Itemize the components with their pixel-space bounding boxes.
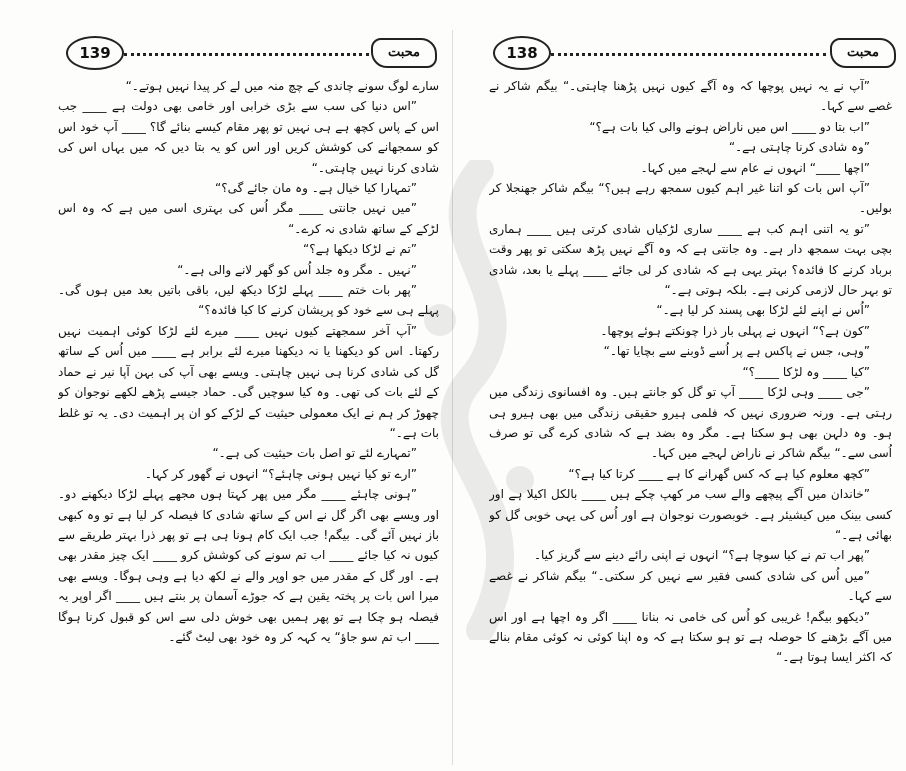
paragraph: ”میں اُس کی شادی کسی فقیر سے نہیں کر سکتی۔“ بیگم شاکر نے غصے سے کہا۔ <box>489 568 892 604</box>
paragraph: ”نہیں ۔ مگر وہ جلد اُس کو گھر لانے والی ہے۔“ <box>177 262 417 277</box>
paragraph: ”وہ شادی کرنا چاہتی ہے۔“ <box>728 140 870 155</box>
paragraph: ”کچھ معلوم کیا ہے کہ کس گھرانے کا ہے ____ کرتا کیا ہے؟“ <box>568 466 870 481</box>
paragraph: ”آپ اس بات کو اتنا غیر اہم کیوں سمجھ رہے ہیں؟“ بیگم شاکر جھنجلا کر بولیں۔ <box>489 181 892 216</box>
paragraph: ”خاندان میں آگے پیچھے والے سب مر کھپ چکے ہیں ____ بالکل اکیلا ہے اور کسی بینک میں کیشیئر ہے۔ خوبصورت نوجوان ہے اور اُس کی یہی خوبی گل کو بھائی ہے۔“ <box>489 487 892 542</box>
paragraph: سارے لوگ سونے چاندی کے چچ منہ میں لے کر پیدا نہیں ہوتے۔“ <box>125 79 439 93</box>
paragraph: ”دیکھو بیگم! غریبی کو اُس کی خامی نہ بنانا ____ اگر وہ اچھا ہے اور اس میں آگے بڑھنے کا حوصلہ ہے تو ہو سکتا ہے کہ وہ اپنا کوئی نہ کوئی مقام بنالے کہ اکثر ایسا ہوتا ہے۔“ <box>489 609 892 665</box>
paragraph: ”اُس نے اپنے لئے لڑکا بھی پسند کر لیا ہے۔“ <box>656 303 870 318</box>
page-number: 138 <box>493 36 551 70</box>
left-page-text <box>58 76 439 763</box>
paragraph: ”وہی، جس نے پاکس ہے پر اُسے ڈوبنے سے بچایا تھا۔“ <box>603 344 870 359</box>
paragraph: ”اچھا ____“ انہوں نے عام سے لہجے میں کہا۔ <box>640 160 870 175</box>
header-dotted-rule <box>551 53 826 56</box>
paragraph: ”تم نے لڑکا دیکھا ہے؟“ <box>303 242 417 257</box>
paragraph: ”کون ہے؟“ انہوں نے پہلی بار ذرا چونکتے ہوئے پوچھا۔ <box>600 323 870 338</box>
paragraph: ”تمہارے لئے تو اصل بات حیثیت کی ہے۔“ <box>212 446 417 461</box>
paragraph: ”آپ آخر سمجھتے کیوں نہیں ____ میرے لئے لڑکا کوئی اہمیت نہیں رکھتا۔ اس کو دیکھنا یا نہ دیکھنا میرے لئے برابر ہے ____ میں اُس کے ساتھ گل کی شادی کرنا ہی نہیں چاہتی۔ ویسے بھی آپ کی بہن آپا نیر نے حماد کے لئے بات کی تھی۔ وہ کیا سوچیں گی۔ حماد جیسے پڑھے لکھے نوجوان کو چھوڑ کر ہم نے ایک معمولی حیثیت کے لڑکے کو ان پر اہمیت دی۔ یہ تو غلط بات ہے۔“ <box>58 323 439 440</box>
paragraph: ”اب بتا دو ____ اس میں ناراض ہونے والی کیا بات ہے؟“ <box>589 119 870 134</box>
right-page-header <box>453 36 906 72</box>
paragraph: ”آپ نے یہ نہیں پوچھا کہ وہ آگے کیوں نہیں پڑھنا چاہتی۔“ بیگم شاکر نے غصے سے کہا۔ <box>489 79 892 114</box>
page-number: 139 <box>66 36 124 70</box>
paragraph: ”کیا ____ وہ لڑکا ____؟“ <box>742 364 870 379</box>
paragraph: ”پھر اب تم نے کیا سوچا ہے؟“ انہوں نے اپنی رائے دینے سے گریز کیا۔ <box>533 548 870 563</box>
paragraph: ”جی ____ وہی لڑکا ____ آپ تو گل کو جانتے ہیں۔ وہ افسانوی زندگی میں رہتی ہے۔ ورنہ ضروری نہیں کہ فلمی ہیرو حقیقی زندگی میں بھی ہیرو ہی ہو۔ وہ دلہن بھی ہو سکتا ہے۔ مگر وہ بضد ہے کہ شادی کرے گی تو صرف اُسی سے۔“ بیگم شاکر نے ناراض لہجے میں کہا۔ <box>489 385 892 461</box>
right-page-text <box>489 76 892 763</box>
right-page <box>453 0 906 771</box>
header-logo: محبت <box>371 38 437 68</box>
paragraph: ”میں نہیں جانتی ____ مگر اُس کی بہتری اسی میں ہے کہ وہ اس لڑکے کے ساتھ شادی نہ کرے۔“ <box>58 201 439 236</box>
left-page-header <box>0 36 453 72</box>
header-logo: محبت <box>830 38 896 68</box>
paragraph: ”پھر بات ختم ____ پہلے لڑکا دیکھ لیں، باقی باتیں بعد میں ہوں گی۔ پہلے ہی سے خود کو پریشان کرنے کا کیا فائدہ؟“ <box>58 283 439 318</box>
paragraph: ”اس دنیا کی سب سے بڑی خرابی اور خامی بھی دولت ہے ____ جب اس کے پاس کچھ ہے ہی نہیں تو پھر مقام کیسے بنائے گا؟ ____ آپ خود اس کو سمجھانے کی کوشش کریں اور اس کو یہ بتا دیں کہ میں یہاں اس کی شادی کرنا نہیں چاہتی۔“ <box>58 99 439 175</box>
paragraph: ”تمہارا کیا خیال ہے۔ وہ مان جائے گی؟“ <box>215 181 417 196</box>
paragraph: ”ارے تو کیا نہیں ہونی چاہئے؟“ انہوں نے گھور کر کہا۔ <box>144 466 417 481</box>
header-dotted-rule <box>124 53 369 56</box>
paragraph: ”ہونی چاہئے ____ مگر میں پھر کہتا ہوں مجھے پہلے لڑکا دیکھنے دو۔ اور ویسے بھی اگر گل نے اس کے ساتھ شادی کا فیصلہ کر لیا ہے تو وہ کبھی باز نہیں آئے گی۔ بیگم! جب ایک کام ہونا ہی ہے تو پھر ذرا بہتر طریقے سے کیوں نہ کیا جائے ____ اب تم سونے کی کوشش کرو ____ ایک چیز مقدر بھی ہے۔ اور گل کے مقدر میں جو اوپر والے نے لکھ دیا ہے وہی ہوگا۔ ویسے بھی میرا اس بات پر پختہ یقین ہے کہ جوڑے آسمان پر بنتے ہیں ____ اگر اوپر یہ فیصلہ ہو چکا ہے تو پھر ہمیں بھی خوش دلی سے اس کو قبول کرنا ہوگا ____ اب تم سو جاؤ“ یہ کہہ کر وہ خود بھی لیٹ گئے۔ <box>58 487 439 644</box>
paragraph: ”تو یہ اتنی اہم کب ہے ____ ساری لڑکیاں شادی کرتی ہیں ____ ہماری بچی بہت سمجھ دار ہے۔ وہ جانتی ہے کہ وہ آگے نہیں پڑھ سکتی تو پھر وقت برباد کرنے کا فائدہ؟ بہتر یہی ہے کہ شادی کر لی جائے ____ پہلے یا بعد، شادی تو بہر حال لازمی کرنی ہے۔ بلکہ ہوتی ہے۔“ <box>489 221 892 298</box>
